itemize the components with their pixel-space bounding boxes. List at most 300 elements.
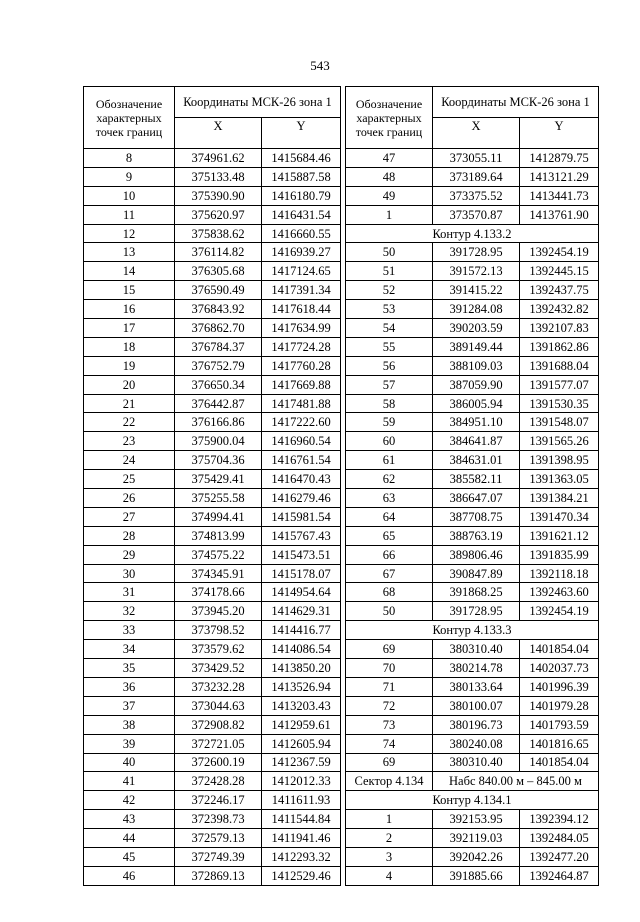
- coord-x: 375429.41: [175, 470, 262, 489]
- point-number: 62: [346, 470, 433, 489]
- coord-x: 384641.87: [433, 432, 520, 451]
- table-row: [346, 564, 599, 583]
- point-number: 4: [346, 866, 433, 885]
- table-body-left: [84, 149, 341, 886]
- coord-y: 1414086.54: [262, 640, 341, 659]
- table-row: [346, 243, 599, 262]
- table-row: [84, 394, 341, 413]
- point-number: 64: [346, 507, 433, 526]
- table-row: [346, 337, 599, 356]
- coord-y: 1391398.95: [520, 451, 599, 470]
- table-row: [346, 394, 599, 413]
- coord-y: 1391470.34: [520, 507, 599, 526]
- table-row: [346, 847, 599, 866]
- point-number: 54: [346, 319, 433, 338]
- coord-x: 373375.52: [433, 186, 520, 205]
- table-row: [84, 772, 341, 791]
- table-row: [346, 281, 599, 300]
- coord-x: 391885.66: [433, 866, 520, 885]
- coord-x: 372721.05: [175, 734, 262, 753]
- coord-x: 373945.20: [175, 602, 262, 621]
- coord-x: 384951.10: [433, 413, 520, 432]
- coord-x: 374994.41: [175, 507, 262, 526]
- point-number: 42: [84, 791, 175, 810]
- table-row: [346, 300, 599, 319]
- coord-x: 389149.44: [433, 337, 520, 356]
- point-number: 32: [84, 602, 175, 621]
- sector-altitude: Набс 840.00 м – 845.00 м: [433, 772, 599, 791]
- table-row: [346, 432, 599, 451]
- point-number: 16: [84, 300, 175, 319]
- point-number: 40: [84, 753, 175, 772]
- page-number: 543: [310, 58, 330, 73]
- coord-x: 372749.39: [175, 847, 262, 866]
- point-number: 2: [346, 829, 433, 848]
- coord-y: 1415767.43: [262, 526, 341, 545]
- coord-x: 392153.95: [433, 810, 520, 829]
- coord-x: 390203.59: [433, 319, 520, 338]
- table-row: [84, 167, 341, 186]
- table-row: [84, 375, 341, 394]
- point-number: 21: [84, 394, 175, 413]
- point-number: 30: [84, 564, 175, 583]
- coord-x: 390847.89: [433, 564, 520, 583]
- coord-y: 1391384.21: [520, 489, 599, 508]
- table-row: [346, 640, 599, 659]
- point-number: 48: [346, 167, 433, 186]
- coord-y: 1412529.46: [262, 866, 341, 885]
- coord-y: 1417618.44: [262, 300, 341, 319]
- table-row: [346, 583, 599, 602]
- coord-y: 1414629.31: [262, 602, 341, 621]
- coord-y: 1402037.73: [520, 659, 599, 678]
- point-number: 68: [346, 583, 433, 602]
- coord-x: 376305.68: [175, 262, 262, 281]
- table-row: [84, 753, 341, 772]
- coord-y: 1401854.04: [520, 753, 599, 772]
- coord-x: 372398.73: [175, 810, 262, 829]
- table-row: [346, 677, 599, 696]
- point-number: 9: [84, 167, 175, 186]
- coord-y: 1416279.46: [262, 489, 341, 508]
- point-number: 57: [346, 375, 433, 394]
- point-number: 12: [84, 224, 175, 243]
- coord-y: 1392477.20: [520, 847, 599, 866]
- coord-x: 380100.07: [433, 696, 520, 715]
- table-row: [84, 791, 341, 810]
- point-number: 8: [84, 149, 175, 168]
- point-number: 20: [84, 375, 175, 394]
- coord-y: 1401816.65: [520, 734, 599, 753]
- coord-y: 1391862.86: [520, 337, 599, 356]
- coord-y: 1412879.75: [520, 149, 599, 168]
- table-row: [346, 149, 599, 168]
- table-row: [346, 413, 599, 432]
- table-row: [346, 319, 599, 338]
- coord-y: 1412293.32: [262, 847, 341, 866]
- table-row: [346, 715, 599, 734]
- table-row: [84, 866, 341, 885]
- point-number: 1: [346, 810, 433, 829]
- table-row: [84, 319, 341, 338]
- coord-x: 372869.13: [175, 866, 262, 885]
- coord-y: 1416431.54: [262, 205, 341, 224]
- point-number: 24: [84, 451, 175, 470]
- point-number: 26: [84, 489, 175, 508]
- coord-x: 384631.01: [433, 451, 520, 470]
- coord-y: 1392454.19: [520, 243, 599, 262]
- table-row: [84, 677, 341, 696]
- coord-x: 380133.64: [433, 677, 520, 696]
- coord-x: 376114.82: [175, 243, 262, 262]
- coord-x: 375838.62: [175, 224, 262, 243]
- coord-x: 376862.70: [175, 319, 262, 338]
- coord-x: 372579.13: [175, 829, 262, 848]
- coord-x: 376442.87: [175, 394, 262, 413]
- coord-x: 376590.49: [175, 281, 262, 300]
- table-row: [346, 262, 599, 281]
- point-number: 63: [346, 489, 433, 508]
- header-point-label: Обозначение характерных точек границ: [346, 87, 433, 149]
- coord-x: 376752.79: [175, 356, 262, 375]
- point-number: 1: [346, 205, 433, 224]
- coord-x: 391728.95: [433, 602, 520, 621]
- point-number: 50: [346, 602, 433, 621]
- coord-y: 1414954.64: [262, 583, 341, 602]
- coord-y: 1413441.73: [520, 186, 599, 205]
- table-row: [84, 621, 341, 640]
- point-number: 34: [84, 640, 175, 659]
- coord-y: 1417724.28: [262, 337, 341, 356]
- point-number: 31: [84, 583, 175, 602]
- coord-x: 373798.52: [175, 621, 262, 640]
- coord-x: 372246.17: [175, 791, 262, 810]
- coord-y: 1417391.34: [262, 281, 341, 300]
- coord-y: 1391621.12: [520, 526, 599, 545]
- point-number: 28: [84, 526, 175, 545]
- table-row: [346, 526, 599, 545]
- table-row: [346, 375, 599, 394]
- coord-y: 1417222.60: [262, 413, 341, 432]
- point-number: 43: [84, 810, 175, 829]
- coord-x: 374961.62: [175, 149, 262, 168]
- point-number: 17: [84, 319, 175, 338]
- table-row: [84, 432, 341, 451]
- contour-label: Контур 4.133.2: [346, 224, 599, 243]
- table-row: [84, 715, 341, 734]
- point-number: 44: [84, 829, 175, 848]
- point-number: 52: [346, 281, 433, 300]
- coord-x: 375900.04: [175, 432, 262, 451]
- coord-x: 380196.73: [433, 715, 520, 734]
- point-number: 56: [346, 356, 433, 375]
- coord-y: 1392432.82: [520, 300, 599, 319]
- coord-x: 388763.19: [433, 526, 520, 545]
- table-row: [84, 413, 341, 432]
- table-row: [346, 205, 599, 224]
- table-row: [84, 640, 341, 659]
- header-coordinates: Координаты МСК-26 зона 1: [433, 87, 599, 118]
- sector-label: Сектор 4.134: [346, 772, 433, 791]
- coord-y: 1417760.28: [262, 356, 341, 375]
- point-number: 36: [84, 677, 175, 696]
- coord-y: 1416180.79: [262, 186, 341, 205]
- coord-y: 1392118.18: [520, 564, 599, 583]
- coord-x: 388109.03: [433, 356, 520, 375]
- coord-x: 372428.28: [175, 772, 262, 791]
- table-row: [346, 451, 599, 470]
- coord-x: 391284.08: [433, 300, 520, 319]
- coord-y: 1411941.46: [262, 829, 341, 848]
- coord-y: 1392107.83: [520, 319, 599, 338]
- point-number: 41: [84, 772, 175, 791]
- table-row: [84, 847, 341, 866]
- point-number: 33: [84, 621, 175, 640]
- coord-y: 1401996.39: [520, 677, 599, 696]
- coord-x: 376650.34: [175, 375, 262, 394]
- point-number: 60: [346, 432, 433, 451]
- table-row: [84, 734, 341, 753]
- point-number: 45: [84, 847, 175, 866]
- coord-x: 373429.52: [175, 659, 262, 678]
- point-number: 53: [346, 300, 433, 319]
- coord-y: 1392437.75: [520, 281, 599, 300]
- table-row: [84, 356, 341, 375]
- coord-y: 1417634.99: [262, 319, 341, 338]
- point-number: 23: [84, 432, 175, 451]
- coord-x: 374178.66: [175, 583, 262, 602]
- point-number: 11: [84, 205, 175, 224]
- coord-y: 1416960.54: [262, 432, 341, 451]
- coord-y: 1391688.04: [520, 356, 599, 375]
- table-row: [84, 696, 341, 715]
- coord-y: 1391577.07: [520, 375, 599, 394]
- table-row: [84, 659, 341, 678]
- coord-x: 373232.28: [175, 677, 262, 696]
- contour-header-row: [346, 791, 599, 810]
- table-row: [346, 659, 599, 678]
- point-number: 47: [346, 149, 433, 168]
- table-row: [84, 602, 341, 621]
- table-row: [84, 337, 341, 356]
- point-number: 67: [346, 564, 433, 583]
- point-number: 46: [84, 866, 175, 885]
- coord-x: 373189.64: [433, 167, 520, 186]
- point-number: 74: [346, 734, 433, 753]
- coord-y: 1413203.43: [262, 696, 341, 715]
- table-row: [84, 243, 341, 262]
- table-row: [346, 167, 599, 186]
- table-row: [84, 470, 341, 489]
- header-x: X: [175, 118, 262, 149]
- coord-x: 372908.82: [175, 715, 262, 734]
- coord-x: 387708.75: [433, 507, 520, 526]
- table-row: [346, 810, 599, 829]
- table-row: [346, 507, 599, 526]
- table-row: [346, 356, 599, 375]
- point-number: 35: [84, 659, 175, 678]
- point-number: 49: [346, 186, 433, 205]
- table-row: [346, 186, 599, 205]
- coord-y: 1415981.54: [262, 507, 341, 526]
- coord-x: 372600.19: [175, 753, 262, 772]
- header-point-label: Обозначение характерных точек границ: [84, 87, 175, 149]
- table-row: [84, 564, 341, 583]
- table-row: [84, 583, 341, 602]
- coord-y: 1417669.88: [262, 375, 341, 394]
- coord-y: 1391565.26: [520, 432, 599, 451]
- coord-y: 1415887.58: [262, 167, 341, 186]
- point-number: 50: [346, 243, 433, 262]
- coord-y: 1411611.93: [262, 791, 341, 810]
- coord-y: 1413761.90: [520, 205, 599, 224]
- coord-y: 1391548.07: [520, 413, 599, 432]
- table-row: [346, 696, 599, 715]
- point-number: 72: [346, 696, 433, 715]
- coordinates-table-right: [345, 86, 599, 886]
- coord-y: 1392464.87: [520, 866, 599, 885]
- point-number: 13: [84, 243, 175, 262]
- coord-y: 1415178.07: [262, 564, 341, 583]
- coord-x: 375255.58: [175, 489, 262, 508]
- point-number: 69: [346, 640, 433, 659]
- table-row: [346, 602, 599, 621]
- point-number: 27: [84, 507, 175, 526]
- coordinates-table-left: [83, 86, 341, 886]
- point-number: 65: [346, 526, 433, 545]
- coord-y: 1416660.55: [262, 224, 341, 243]
- coord-x: 380214.78: [433, 659, 520, 678]
- table-row: [84, 810, 341, 829]
- point-number: 66: [346, 545, 433, 564]
- coord-y: 1392394.12: [520, 810, 599, 829]
- coord-x: 380310.40: [433, 753, 520, 772]
- coord-x: 386647.07: [433, 489, 520, 508]
- coord-x: 375704.36: [175, 451, 262, 470]
- point-number: 61: [346, 451, 433, 470]
- coord-y: 1416939.27: [262, 243, 341, 262]
- point-number: 58: [346, 394, 433, 413]
- point-number: 69: [346, 753, 433, 772]
- table-row: [84, 149, 341, 168]
- coord-x: 375620.97: [175, 205, 262, 224]
- table-row: [84, 262, 341, 281]
- table-row: [84, 526, 341, 545]
- coord-x: 387059.90: [433, 375, 520, 394]
- point-number: 3: [346, 847, 433, 866]
- coord-y: 1401854.04: [520, 640, 599, 659]
- coord-y: 1416470.43: [262, 470, 341, 489]
- header-coordinates: Координаты МСК-26 зона 1: [175, 87, 341, 118]
- coord-y: 1412012.33: [262, 772, 341, 791]
- table-row: [84, 281, 341, 300]
- table-body-right: [346, 149, 599, 886]
- coord-x: 376784.37: [175, 337, 262, 356]
- coord-x: 380310.40: [433, 640, 520, 659]
- header-x: X: [433, 118, 520, 149]
- point-number: 51: [346, 262, 433, 281]
- table-row: [346, 829, 599, 848]
- table-row: [346, 545, 599, 564]
- point-number: 19: [84, 356, 175, 375]
- coord-x: 375390.90: [175, 186, 262, 205]
- coord-x: 376166.86: [175, 413, 262, 432]
- coord-x: 373044.63: [175, 696, 262, 715]
- header-y: Y: [520, 118, 599, 149]
- coord-x: 375133.48: [175, 167, 262, 186]
- coord-y: 1413526.94: [262, 677, 341, 696]
- contour-header-row: [346, 224, 599, 243]
- coord-y: 1392454.19: [520, 602, 599, 621]
- header-y: Y: [262, 118, 341, 149]
- coord-y: 1413850.20: [262, 659, 341, 678]
- table-row: [84, 300, 341, 319]
- table-row: [84, 829, 341, 848]
- coord-x: 374345.91: [175, 564, 262, 583]
- coord-y: 1391363.05: [520, 470, 599, 489]
- table-row: [84, 224, 341, 243]
- contour-label: Контур 4.133.3: [346, 621, 599, 640]
- table-row: [346, 489, 599, 508]
- coord-y: 1391530.35: [520, 394, 599, 413]
- point-number: 70: [346, 659, 433, 678]
- table-row: [84, 507, 341, 526]
- coord-y: 1391835.99: [520, 545, 599, 564]
- coord-y: 1415684.46: [262, 149, 341, 168]
- coord-y: 1392463.60: [520, 583, 599, 602]
- coord-x: 391868.25: [433, 583, 520, 602]
- point-number: 71: [346, 677, 433, 696]
- table-row: [346, 866, 599, 885]
- coord-x: 389806.46: [433, 545, 520, 564]
- sector-row: [346, 772, 599, 791]
- coord-x: 391415.22: [433, 281, 520, 300]
- coord-y: 1412959.61: [262, 715, 341, 734]
- point-number: 15: [84, 281, 175, 300]
- point-number: 22: [84, 413, 175, 432]
- coord-x: 374813.99: [175, 526, 262, 545]
- coord-x: 392119.03: [433, 829, 520, 848]
- coord-y: 1413121.29: [520, 167, 599, 186]
- table-row: [84, 545, 341, 564]
- point-number: 55: [346, 337, 433, 356]
- coord-x: 385582.11: [433, 470, 520, 489]
- contour-label: Контур 4.134.1: [346, 791, 599, 810]
- point-number: 38: [84, 715, 175, 734]
- table-row: [84, 186, 341, 205]
- coord-y: 1414416.77: [262, 621, 341, 640]
- table-row: [346, 470, 599, 489]
- point-number: 25: [84, 470, 175, 489]
- coord-y: 1417481.88: [262, 394, 341, 413]
- coord-y: 1415473.51: [262, 545, 341, 564]
- table-row: [346, 753, 599, 772]
- coord-y: 1401979.28: [520, 696, 599, 715]
- coord-y: 1401793.59: [520, 715, 599, 734]
- coord-x: 386005.94: [433, 394, 520, 413]
- coord-y: 1411544.84: [262, 810, 341, 829]
- table-row: [84, 451, 341, 470]
- table-row: [84, 489, 341, 508]
- table-row: [346, 734, 599, 753]
- coord-y: 1416761.54: [262, 451, 341, 470]
- coord-y: 1412367.59: [262, 753, 341, 772]
- coord-y: 1392445.15: [520, 262, 599, 281]
- coord-x: 373579.62: [175, 640, 262, 659]
- point-number: 37: [84, 696, 175, 715]
- coord-x: 373570.87: [433, 205, 520, 224]
- coord-y: 1417124.65: [262, 262, 341, 281]
